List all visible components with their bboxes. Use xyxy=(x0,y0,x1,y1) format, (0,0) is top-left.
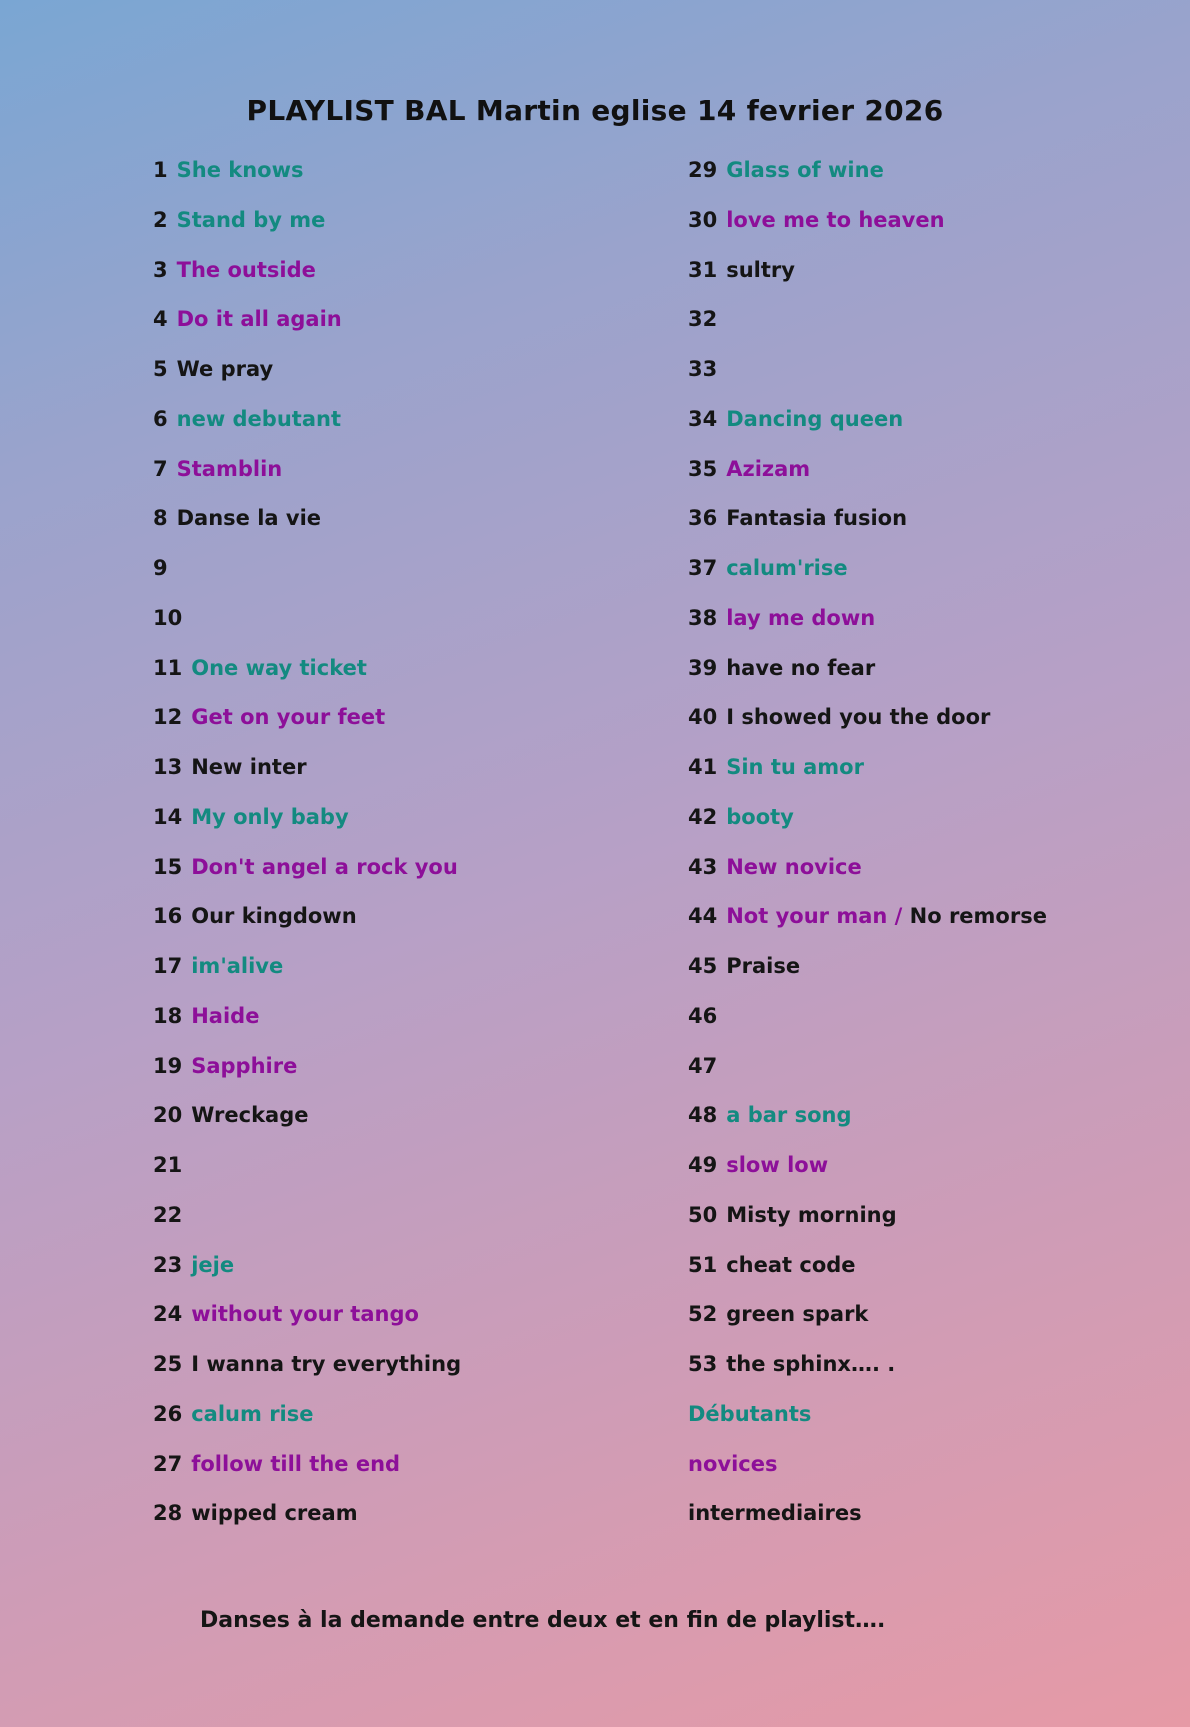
track-number: 30 xyxy=(688,207,718,232)
list-item xyxy=(153,747,673,797)
list-item xyxy=(688,349,1168,399)
track-number: 13 xyxy=(153,755,183,779)
track-number: 23 xyxy=(153,1252,183,1277)
track-number: 52 xyxy=(688,1302,718,1327)
track-number: 14 xyxy=(153,804,183,829)
list-item xyxy=(153,896,673,946)
track-title: lay me down xyxy=(726,605,876,630)
track-title: Wreckage xyxy=(191,1103,309,1128)
track-title: follow till the end xyxy=(191,1451,401,1476)
list-item xyxy=(688,946,1168,996)
track-number: 27 xyxy=(153,1451,183,1476)
list-item xyxy=(153,797,673,847)
list-item xyxy=(688,697,1168,747)
list-item xyxy=(688,747,1168,797)
list-item xyxy=(688,1046,1168,1096)
track-title: I wanna try everything xyxy=(191,1352,462,1376)
track-title: One way ticket xyxy=(191,655,367,680)
track-title-alt: No remorse xyxy=(909,904,1047,929)
track-number: 18 xyxy=(153,1003,183,1028)
list-item xyxy=(153,598,673,648)
track-title: Get on your feet xyxy=(191,705,386,730)
track-title: She knows xyxy=(176,158,304,182)
track-title: I showed you the door xyxy=(726,705,991,730)
track-title: calum rise xyxy=(191,1401,314,1426)
track-number: 7 xyxy=(153,456,168,481)
track-title: Débutants xyxy=(688,1401,812,1426)
list-item xyxy=(153,1046,673,1096)
track-number: 29 xyxy=(688,158,718,182)
track-title: novices xyxy=(688,1451,778,1476)
list-item xyxy=(153,1344,673,1394)
track-number: 20 xyxy=(153,1103,183,1128)
track-title: Azizam xyxy=(726,456,811,481)
list-item xyxy=(153,1145,673,1195)
track-title: My only baby xyxy=(191,804,349,829)
list-item xyxy=(153,1095,673,1145)
track-title: sultry xyxy=(726,257,795,282)
track-number: 34 xyxy=(688,406,718,431)
list-item xyxy=(688,200,1168,250)
track-title: Praise xyxy=(726,954,801,978)
track-number: 11 xyxy=(153,655,183,680)
track-number: 16 xyxy=(153,904,183,929)
track-number: 25 xyxy=(153,1352,183,1376)
track-number: 3 xyxy=(153,257,168,282)
track-number: 22 xyxy=(153,1202,183,1227)
list-item xyxy=(153,200,673,250)
track-title: Danse la vie xyxy=(176,506,322,531)
list-item xyxy=(153,399,673,449)
list-item xyxy=(153,349,673,399)
track-title: Misty morning xyxy=(726,1202,897,1227)
track-number: 5 xyxy=(153,357,168,381)
track-title: The outside xyxy=(176,257,316,282)
track-title: Sapphire xyxy=(191,1053,298,1078)
title-separator: / xyxy=(887,904,910,929)
track-number: 48 xyxy=(688,1103,718,1128)
track-number: 40 xyxy=(688,705,718,730)
track-number: 1 xyxy=(153,158,168,182)
track-title: slow low xyxy=(726,1153,829,1177)
track-number: 12 xyxy=(153,705,183,730)
track-number: 35 xyxy=(688,456,718,481)
list-item xyxy=(688,896,1168,946)
track-number: 41 xyxy=(688,755,718,779)
track-number: 2 xyxy=(153,207,168,232)
track-title: have no fear xyxy=(726,655,876,680)
track-title: love me to heaven xyxy=(726,207,945,232)
list-item xyxy=(688,1245,1168,1295)
track-number: 6 xyxy=(153,406,168,431)
list-item xyxy=(153,996,673,1046)
track-title: Not your man xyxy=(726,904,888,929)
list-item xyxy=(153,1444,673,1494)
track-number: 51 xyxy=(688,1252,718,1277)
track-number: 37 xyxy=(688,556,718,580)
track-title: cheat code xyxy=(726,1252,856,1277)
footer-note: Danses à la demande entre deux et en fin de playlist…. xyxy=(200,1608,886,1633)
track-number: 10 xyxy=(153,605,183,630)
list-item xyxy=(688,299,1168,349)
track-title: Stand by me xyxy=(176,207,326,232)
track-title: Fantasia fusion xyxy=(726,506,908,531)
page-title: PLAYLIST BAL Martin eglise 14 fevrier 2026 xyxy=(246,94,944,127)
track-title: wipped cream xyxy=(191,1501,358,1526)
track-number: 19 xyxy=(153,1053,183,1078)
track-title: a bar song xyxy=(726,1103,852,1128)
track-title: We pray xyxy=(176,357,274,381)
track-number: 50 xyxy=(688,1202,718,1227)
list-item xyxy=(688,1095,1168,1145)
list-item xyxy=(688,648,1168,698)
track-number: 33 xyxy=(688,357,718,381)
track-number: 45 xyxy=(688,954,718,978)
track-title: booty xyxy=(726,804,794,829)
list-item xyxy=(688,250,1168,300)
track-number: 53 xyxy=(688,1352,718,1376)
playlist-right-column xyxy=(688,150,1168,1543)
list-item xyxy=(688,1394,1168,1444)
track-number: 44 xyxy=(688,904,718,929)
list-item xyxy=(153,548,673,598)
list-item xyxy=(688,598,1168,648)
list-item xyxy=(153,449,673,499)
track-number: 17 xyxy=(153,954,183,978)
track-title: Do it all again xyxy=(176,307,342,332)
list-item xyxy=(153,1195,673,1245)
track-number: 42 xyxy=(688,804,718,829)
list-item xyxy=(688,1493,1168,1543)
track-number: 24 xyxy=(153,1302,183,1327)
list-item xyxy=(688,996,1168,1046)
list-item xyxy=(688,498,1168,548)
track-title: Sin tu amor xyxy=(726,755,864,779)
list-item xyxy=(688,399,1168,449)
track-number: 39 xyxy=(688,655,718,680)
track-title: Don't angel a rock you xyxy=(191,854,458,879)
track-number: 36 xyxy=(688,506,718,531)
track-title: green spark xyxy=(726,1302,869,1327)
list-item xyxy=(688,1195,1168,1245)
list-item xyxy=(153,648,673,698)
track-title: New novice xyxy=(726,854,862,879)
track-title: Haide xyxy=(191,1003,260,1028)
list-item xyxy=(688,449,1168,499)
track-title: jeje xyxy=(191,1252,235,1277)
list-item xyxy=(688,797,1168,847)
track-number: 47 xyxy=(688,1053,718,1078)
track-title: the sphinx…. . xyxy=(726,1352,896,1376)
track-title: Stamblin xyxy=(176,456,283,481)
list-item xyxy=(688,548,1168,598)
track-title: New inter xyxy=(191,755,307,779)
list-item xyxy=(153,1493,673,1543)
track-title: Dancing queen xyxy=(726,406,904,431)
track-number: 38 xyxy=(688,605,718,630)
track-number: 4 xyxy=(153,307,168,332)
track-number: 15 xyxy=(153,854,183,879)
list-item xyxy=(688,1294,1168,1344)
track-number: 46 xyxy=(688,1003,718,1028)
list-item xyxy=(688,1145,1168,1195)
track-title: Glass of wine xyxy=(726,158,884,182)
list-item xyxy=(153,299,673,349)
track-number: 43 xyxy=(688,854,718,879)
track-number: 8 xyxy=(153,506,168,531)
list-item xyxy=(153,847,673,897)
list-item xyxy=(688,1344,1168,1394)
track-number: 31 xyxy=(688,257,718,282)
track-title: calum'rise xyxy=(726,556,848,580)
list-item xyxy=(153,250,673,300)
list-item xyxy=(153,1294,673,1344)
track-number: 32 xyxy=(688,307,718,332)
track-title: im'alive xyxy=(191,954,284,978)
track-number: 9 xyxy=(153,556,168,580)
track-title: intermediaires xyxy=(688,1501,862,1526)
list-item xyxy=(153,150,673,200)
track-number: 21 xyxy=(153,1153,183,1177)
playlist-left-column xyxy=(153,150,673,1543)
track-number: 26 xyxy=(153,1401,183,1426)
list-item xyxy=(153,498,673,548)
list-item xyxy=(153,946,673,996)
list-item xyxy=(153,1394,673,1444)
list-item xyxy=(688,150,1168,200)
track-title: new debutant xyxy=(176,406,341,431)
list-item xyxy=(153,1245,673,1295)
track-title: Our kingdown xyxy=(191,904,357,929)
track-number: 49 xyxy=(688,1153,718,1177)
track-title: without your tango xyxy=(191,1302,419,1327)
list-item xyxy=(153,697,673,747)
list-item xyxy=(688,847,1168,897)
list-item xyxy=(688,1444,1168,1494)
track-number: 28 xyxy=(153,1501,183,1526)
